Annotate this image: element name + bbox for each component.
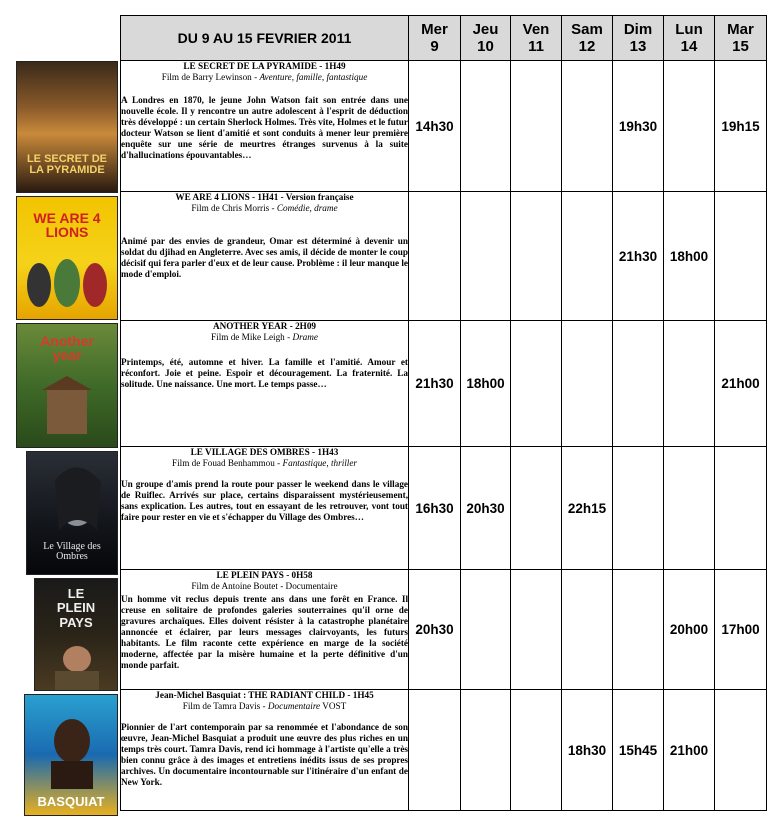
day-header-jeu [461,16,511,61]
poster-another-year [16,323,118,448]
day-name: Mer [421,21,448,38]
film-meta [121,458,408,469]
film-title: Jean-Michel Basquiat : THE RADIANT CHILD - 1H45 [155,690,374,700]
showtime: 15h45 [613,690,664,811]
film-row [121,690,767,811]
showtime [562,570,613,690]
film-row [121,192,767,321]
showtime: 18h30 [562,690,613,811]
poster-portrait-icon [25,699,118,789]
film-row [121,321,767,447]
film-director: Film de Tamra Davis - [182,701,268,711]
showtime [562,61,613,192]
showtime [664,447,715,570]
showtime: 21h00 [664,690,715,811]
poster-figures-icon [17,245,117,315]
film-info [121,61,409,192]
film-synopsis: Un groupe d'amis prend la route pour passer le weekend dans le village de Ruiflec. Arrivés sur place, certains disparaissent mystérieusement, sans explication. Les autres, tout en essayant de les retrouver, vont tout faire pour rester en vie et s'échapper du Village des Ombres… [121,479,408,522]
poster-face-icon [27,460,118,540]
showtime [511,570,562,690]
showtime: 17h00 [715,570,767,690]
film-director: Film de Fouad Benhammou - [171,458,283,468]
showtime [461,570,511,690]
poster-title: Le Village des Ombres [43,541,101,562]
poster-plein-pays [34,578,118,691]
day-header-ven [511,16,562,61]
film-director: Film de Barry Lewinson - [161,72,260,82]
day-header-mer [409,16,461,61]
showtime [715,447,767,570]
day-number: 11 [528,38,544,55]
day-name: Dim [623,21,653,38]
poster-hut-icon [17,374,117,444]
film-info [121,690,409,811]
showtime: 16h30 [409,447,461,570]
showtime: 14h30 [409,61,461,192]
showtime [511,61,562,192]
day-name: Jeu [472,21,499,38]
showtime: 18h00 [664,192,715,321]
showtime [613,447,664,570]
day-number: 10 [477,38,494,55]
film-info [121,447,409,570]
film-synopsis: Printemps, été, automne et hiver. La famille et l'amitié. Amour et réconfort. Joie et peine. Espoir et découragement. La fraternité. La solitude. Une naissance. Une mort. Le temps passe… [121,357,408,389]
day-header-mar [715,16,767,61]
film-meta [121,581,408,592]
film-synopsis: A Londres en 1870, le jeune John Watson fait son entrée dans une nouvelle école. Il y rencontre un autre adolescent à l'esprit de déduction très développé : un certain Sherlock Holmes. Très vite, Holmes et le futur docteur Watson se lient d'amitié et sont conduits à mener leur première enquête sur une série de meurtres étranges survenus à la suite d'hallucinations épouvantables… [121,95,408,160]
day-number: 14 [680,38,698,55]
day-number: 9 [430,38,439,55]
showtime: 20h00 [664,570,715,690]
showtime [562,192,613,321]
film-genre: Drame [292,332,318,342]
poster-title: LE SECRET DE LA PYRAMIDE [26,153,108,176]
poster-title: WE ARE 4 LIONS [33,210,101,240]
day-name: Lun [675,21,703,38]
showtime: 21h30 [409,321,461,447]
day-header-sam [562,16,613,61]
showtime [715,690,767,811]
film-meta [121,72,408,83]
film-title: LE SECRET DE LA PYRAMIDE - 1H49 [183,61,346,71]
showtime: 21h30 [613,192,664,321]
day-name: Ven [522,21,550,38]
showtime [511,192,562,321]
film-info [121,570,409,690]
day-name: Mar [727,21,754,38]
film-genre: Documentaire [267,701,321,711]
day-name: Sam [571,21,603,38]
film-meta [121,701,408,712]
film-meta [121,332,408,343]
day-header-lun [664,16,715,61]
showtime [664,61,715,192]
showtime [664,321,715,447]
showtime: 19h30 [613,61,664,192]
showtime [511,321,562,447]
film-synopsis: Animé par des envies de grandeur, Omar est déterminé à devenir un soldat du djihad en Angleterre. Avec ses amis, il décide de monter le coup décisif qui fera parler d'eux et de leur cause. Problème : il leur manque le mode d'emploi. [121,236,408,279]
showtime: 21h00 [715,321,767,447]
day-number: 15 [732,38,749,55]
film-row [121,570,767,690]
film-genre: Fantastique, thriller [282,458,358,468]
showtime: 19h15 [715,61,767,192]
film-version: VOST [320,701,347,711]
showtime [562,321,613,447]
day-number: 13 [629,38,647,55]
poster-basquiat [24,694,118,816]
film-info [121,192,409,321]
showtime [461,192,511,321]
showtime [511,690,562,811]
header-row [121,16,767,61]
film-meta [121,203,408,214]
film-title: LE PLEIN PAYS - 0H58 [216,570,313,580]
film-title: WE ARE 4 LIONS - 1H41 - Version française [175,192,354,202]
film-info [121,321,409,447]
film-synopsis: Pionnier de l'art contemporain par sa renommée et l'abondance de son œuvre, Jean-Michel Basquiat a produit une œuvre des plus riches en un temps très court. Tamra Davis, rend ici hommage à l'artiste qu'elle a très bien connu grâce à des images et entretiens inédits issus de ses propres archives. Un documentaire incontournable sur l'itinéraire d'un enfant de New York. [121,722,408,787]
showtime [715,192,767,321]
showtime: 20h30 [409,570,461,690]
film-genre: Comédie, drame [276,203,338,213]
film-synopsis: Un homme vit reclus depuis trente ans dans une forêt en France. Il creuse en solitaire de profondes galeries souterraines qu'il orne de gravures archaïques. Elles doivent résister à la catastrophe planétaire annoncée et éclairer, par leurs messages clairvoyants, les futurs habitants. Le film raconte cette expérience en marge de la société moderne, affectée par la misère humaine et la perte définitive d'un monde parfait. [121,594,408,670]
film-row [121,447,767,570]
film-director: Film de Mike Leigh - [211,332,293,342]
schedule-table [120,15,767,811]
showtime: 20h30 [461,447,511,570]
poster-village-ombres [26,451,118,575]
film-title: ANOTHER YEAR - 2H09 [212,321,317,331]
showtime [409,690,461,811]
period-header: DU 9 AU 15 FEVRIER 2011 [121,16,409,61]
showtime [511,447,562,570]
poster-4-lions [16,196,118,320]
poster-man-icon [35,641,118,691]
day-number: 12 [578,38,596,55]
showtime [409,192,461,321]
film-director: Film de Antoine Boutet - Documentaire [191,581,338,591]
showtime: 18h00 [461,321,511,447]
showtime [613,321,664,447]
poster-title: BASQUIAT [37,794,105,809]
film-director: Film de Chris Morris - [191,203,277,213]
poster-pyramide [16,61,118,193]
poster-title: Another year [40,333,94,363]
showtime [461,61,511,192]
showtime [461,690,511,811]
showtime [613,570,664,690]
poster-title: LE PLEIN PAYS [56,586,96,630]
film-genre: Aventure, famille, fantastique [259,72,368,82]
film-row [121,61,767,192]
day-header-dim [613,16,664,61]
film-title: LE VILLAGE DES OMBRES - 1H43 [190,447,339,457]
posters-column [0,0,120,824]
showtime: 22h15 [562,447,613,570]
